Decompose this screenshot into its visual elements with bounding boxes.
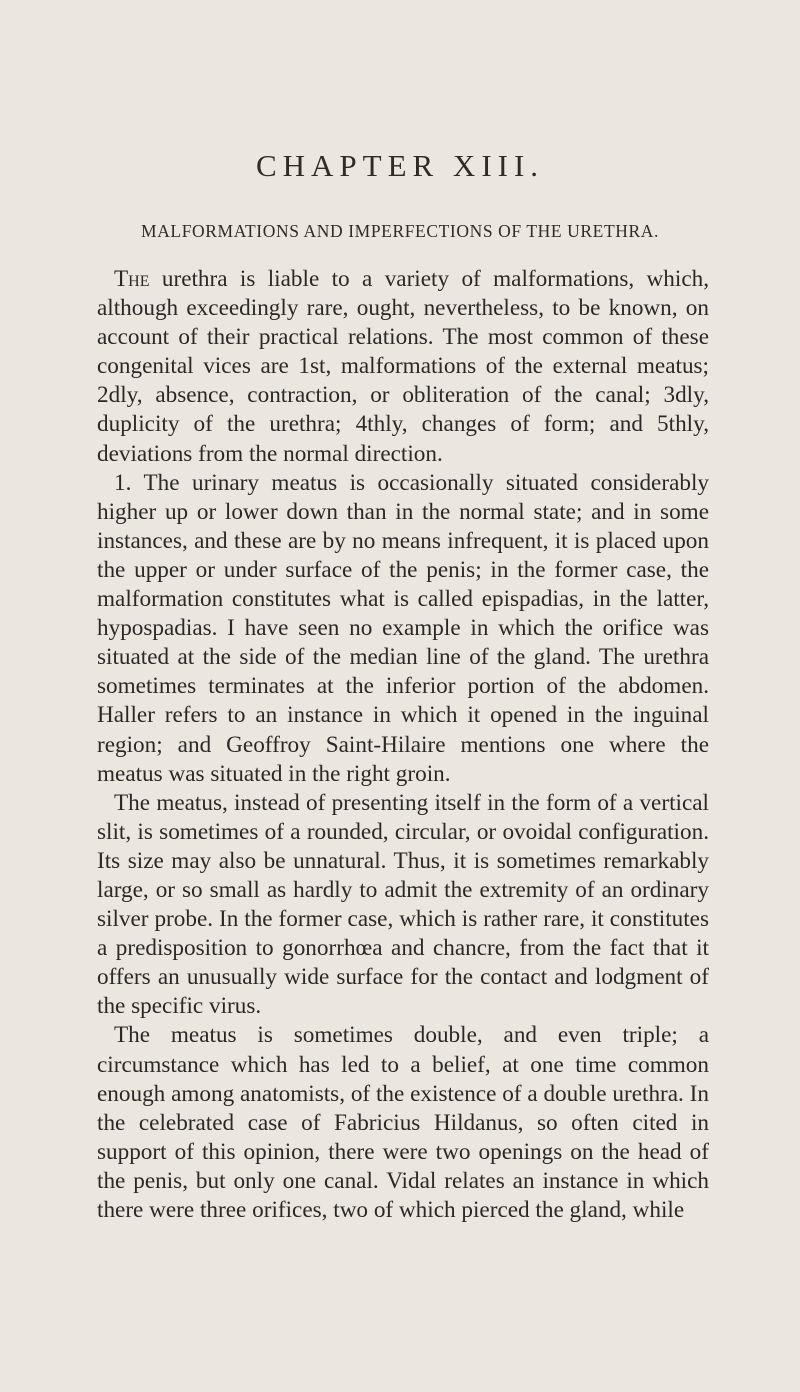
body-text [97, 265, 709, 1225]
paragraph-intro [97, 265, 709, 469]
paragraph-text: The meatus, instead of presenting itself in the form of a vertical slit, is sometimes of a rounded, circular, or ovoidal configuration. Its size may also be unnatural. Thus, it is sometimes remarkably large, or so small as hardly to admit the extremity of an ordinary silver probe. In the former case, which is rather rare, it constitutes a predisposition to gonorrhœa and chancre, from the fact that it offers an unusually wide surface for the contact and lodgment of the specific virus. [97, 789, 709, 1020]
paragraph-text: urethra is liable to a variety of malformations, which, although exceedingly rare, ought, nevertheless, to be known, on account of their practical relations. The most common of these congenital vices are 1st, malformations of the external meatus; 2dly, absence, contraction, or obliteration of the canal; 3dly, duplicity of the urethra; 4thly, changes of form; and 5thly, deviations from the normal direction. [97, 266, 709, 467]
paragraph-meatus-shape [97, 789, 709, 1022]
paragraph-double-meatus [97, 1021, 709, 1225]
section-title: MALFORMATIONS AND IMPERFECTIONS OF THE URETHRA. [141, 221, 659, 241]
paragraph-meatus-position [97, 469, 709, 789]
paragraph-text: 1. The urinary meatus is occasionally situated considerably higher up or lower down than in the normal state; and in some instances, and these are by no means infrequent, it is placed upon the upper or under surface of the penis; in the former case, the malformation constitutes what is called epispadias, in the latter, hypospadias. I have seen no example in which the orifice was situated at the side of the median line of the gland. The urethra sometimes terminates at the inferior portion of the abdomen. Haller refers to an instance in which it opened in the inguinal region; and Geoffroy Saint-Hilaire mentions one where the meatus was situated in the right groin. [97, 469, 709, 787]
paragraph-text: The meatus is sometimes double, and even triple; a circumstance which has led to a belief, at one time common enough among anatomists, of the existence of a double urethra. In the celebrated case of Fabricius Hildanus, so often cited in support of this opinion, there were two openings on the head of the penis, but only one canal. Vidal relates an instance in which there were three orifices, two of which pierced the gland, while [97, 1022, 709, 1223]
chapter-heading: CHAPTER XIII. [255, 148, 545, 183]
paragraph-lead-word: The [114, 266, 150, 292]
